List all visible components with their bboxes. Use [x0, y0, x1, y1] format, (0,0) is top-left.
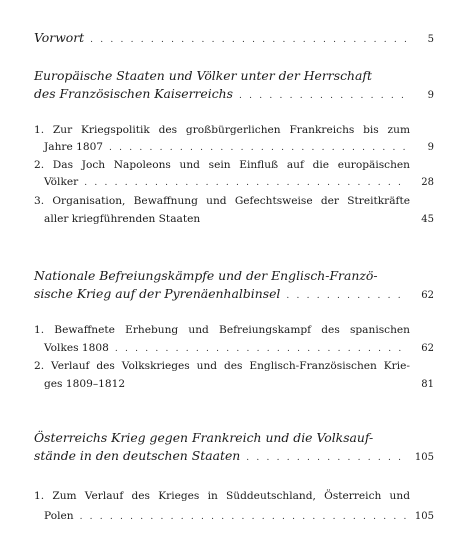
section-heading-1-line2[interactable]: des Französischen Kaiserreichs . . . 9 [34, 86, 434, 104]
page-number: 5 [427, 34, 434, 45]
page-number: 9 [427, 90, 434, 101]
section-heading-3-line2[interactable]: stände in den deutschen Staaten . . . 105 [34, 448, 434, 466]
toc-entry-vorwort[interactable] [34, 30, 434, 48]
toc-entry-title: Vorwort [34, 30, 85, 45]
dot-leader [109, 140, 408, 156]
page-number: 81 [421, 379, 434, 390]
page-number: 62 [421, 343, 434, 354]
page-number: 28 [421, 177, 434, 188]
toc-item-2-2-line2[interactable]: ges 1809–1812 81 [44, 376, 434, 393]
toc-item-2-1-line2[interactable]: Volkes 1808 . . . 62 [44, 340, 434, 357]
dot-leader [80, 509, 408, 525]
section-heading-2-line1[interactable]: Nationale Befreiungskämpfe und der Englisch-Franzö- [34, 268, 378, 283]
dot-leader [286, 288, 408, 304]
page-number: 9 [427, 142, 434, 153]
section-heading-3-line1[interactable]: Österreichs Krieg gegen Frankreich und die Volksauf- [34, 430, 374, 445]
toc-item-1-3-line2[interactable]: aller kriegführenden Staaten 45 [44, 211, 434, 228]
page-number: 105 [414, 452, 434, 463]
dot-leader [84, 175, 408, 191]
toc-item-2-2-line1[interactable]: 2. Verlauf des Volkskrieges und des Englisch-Französischen Krie- [34, 360, 410, 372]
toc-item-1-2-line1[interactable]: 2. Das Joch Napoleons und sein Einfluß auf die europäischen [34, 159, 410, 171]
toc-item-3-1-line1[interactable]: 1. Zum Verlauf des Krieges in Süddeutschland, Österreich und [34, 490, 410, 502]
toc-item-1-3-line1[interactable]: 3. Organisation, Bewaffnung und Gefechtsweise der Streitkräfte [34, 195, 410, 207]
dot-leader [115, 341, 408, 357]
section-heading-1-line1[interactable]: Europäische Staaten und Völker unter der Herrschaft [34, 68, 372, 83]
section-heading-2-line2[interactable]: sische Krieg auf der Pyrenäenhalbinsel . . . 62 [34, 286, 434, 304]
toc-item-1-1-line1[interactable]: 1. Zur Kriegspolitik des großbürgerlichen Frankreichs bis zum [34, 124, 410, 136]
dot-leader [90, 32, 408, 48]
dot-leader [239, 88, 408, 104]
page-number: 62 [421, 290, 434, 301]
toc-item-1-2-line2[interactable]: Völker . . . 28 [44, 174, 434, 191]
toc-item-2-1-line1[interactable]: 1. Bewaffnete Erhebung und Befreiungskampf des spanischen [34, 324, 410, 336]
page-number: 105 [414, 511, 434, 522]
toc-item-3-1-line2[interactable]: Polen . . . 105 [44, 508, 434, 525]
page-number: 45 [421, 214, 434, 225]
toc-item-1-1-line2[interactable]: Jahre 1807 . . . 9 [44, 139, 434, 156]
dot-leader [246, 450, 408, 466]
